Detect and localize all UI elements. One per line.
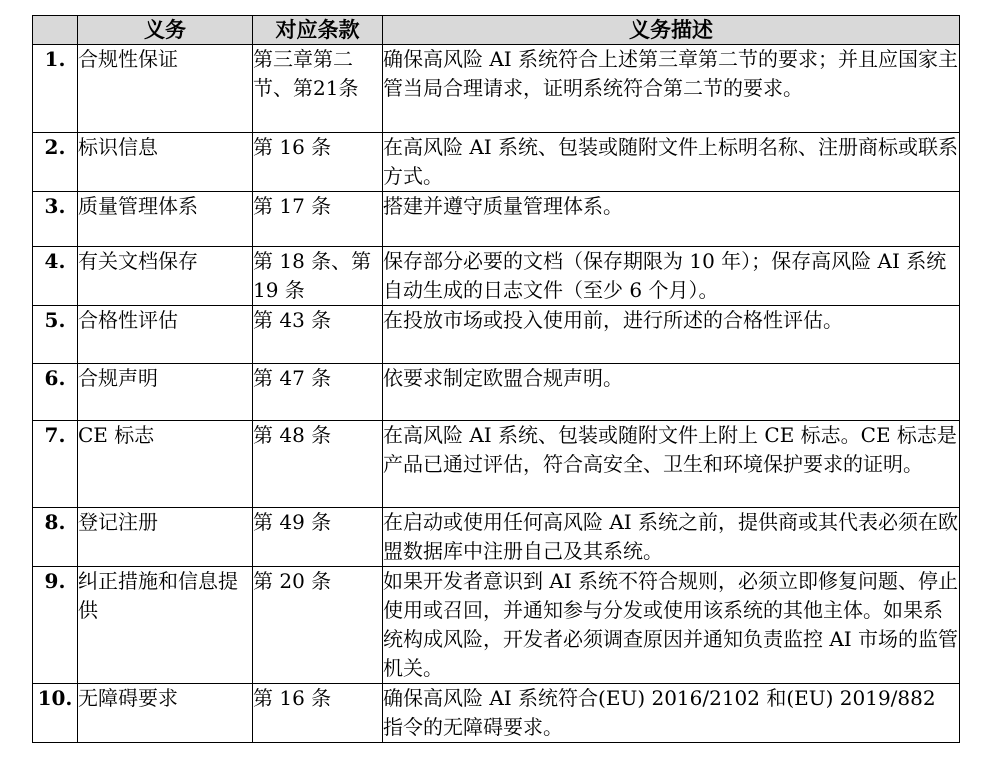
row-description: 在高风险 AI 系统、包装或随附文件上标明名称、注册商标或联系方式。 <box>383 133 960 192</box>
row-description: 搭建并遵守质量管理体系。 <box>383 192 960 247</box>
table-row <box>33 192 960 247</box>
row-description: 在高风险 AI 系统、包装或随附文件上附上 CE 标志。CE 标志是产品已通过评估，符合高安全、卫生和环境保护要求的证明。 <box>383 421 960 508</box>
row-number: 6. <box>33 364 78 421</box>
row-description: 如果开发者意识到 AI 系统不符合规则，必须立即修复问题、停止使用或召回，并通知参与分发或使用该系统的其他主体。如果系统构成风险，开发者必须调查原因并通知负责监控 AI 市场的监管机关。 <box>383 567 960 684</box>
row-obligation: 合格性评估 <box>78 306 253 364</box>
header-article: 对应条款 <box>253 16 383 45</box>
table-row <box>33 421 960 508</box>
table-row <box>33 306 960 364</box>
table-body <box>33 45 960 743</box>
row-number: 9. <box>33 567 78 684</box>
row-number: 5. <box>33 306 78 364</box>
row-description: 在启动或使用任何高风险 AI 系统之前，提供商或其代表必须在欧盟数据库中注册自己及其系统。 <box>383 508 960 567</box>
row-description: 确保高风险 AI 系统符合上述第三章第二节的要求；并且应国家主管当局合理请求，证明系统符合第二节的要求。 <box>383 45 960 133</box>
row-number: 4. <box>33 247 78 306</box>
header-obligation: 义务 <box>78 16 253 45</box>
row-description: 保存部分必要的文档（保存期限为 10 年）；保存高风险 AI 系统自动生成的日志文件（至少 6 个月）。 <box>383 247 960 306</box>
table-row <box>33 364 960 421</box>
table-row <box>33 247 960 306</box>
row-obligation: 标识信息 <box>78 133 253 192</box>
row-article: 第 17 条 <box>253 192 383 247</box>
table-row <box>33 133 960 192</box>
header-row <box>33 16 960 45</box>
table-row <box>33 684 960 743</box>
row-description: 确保高风险 AI 系统符合(EU) 2016/2102 和(EU) 2019/882 指令的无障碍要求。 <box>383 684 960 743</box>
table-header <box>33 16 960 45</box>
row-obligation: 有关文档保存 <box>78 247 253 306</box>
obligations-table <box>32 15 960 743</box>
row-number: 1. <box>33 45 78 133</box>
row-article: 第 48 条 <box>253 421 383 508</box>
row-article: 第 49 条 <box>253 508 383 567</box>
row-obligation: 合规声明 <box>78 364 253 421</box>
row-obligation: 质量管理体系 <box>78 192 253 247</box>
row-description: 依要求制定欧盟合规声明。 <box>383 364 960 421</box>
table-row <box>33 567 960 684</box>
row-number: 10. <box>33 684 78 743</box>
row-obligation: 无障碍要求 <box>78 684 253 743</box>
row-number: 2. <box>33 133 78 192</box>
table-row <box>33 45 960 133</box>
header-description: 义务描述 <box>383 16 960 45</box>
row-obligation: 纠正措施和信息提供 <box>78 567 253 684</box>
row-description: 在投放市场或投入使用前，进行所述的合格性评估。 <box>383 306 960 364</box>
row-article: 第 16 条 <box>253 133 383 192</box>
row-article: 第三章第二节、第21条 <box>253 45 383 133</box>
row-obligation: 合规性保证 <box>78 45 253 133</box>
header-number <box>33 16 78 45</box>
row-article: 第 18 条、第 19 条 <box>253 247 383 306</box>
row-obligation: CE 标志 <box>78 421 253 508</box>
row-number: 7. <box>33 421 78 508</box>
row-obligation: 登记注册 <box>78 508 253 567</box>
row-article: 第 47 条 <box>253 364 383 421</box>
table-row <box>33 508 960 567</box>
row-number: 3. <box>33 192 78 247</box>
row-article: 第 20 条 <box>253 567 383 684</box>
row-number: 8. <box>33 508 78 567</box>
row-article: 第 43 条 <box>253 306 383 364</box>
row-article: 第 16 条 <box>253 684 383 743</box>
